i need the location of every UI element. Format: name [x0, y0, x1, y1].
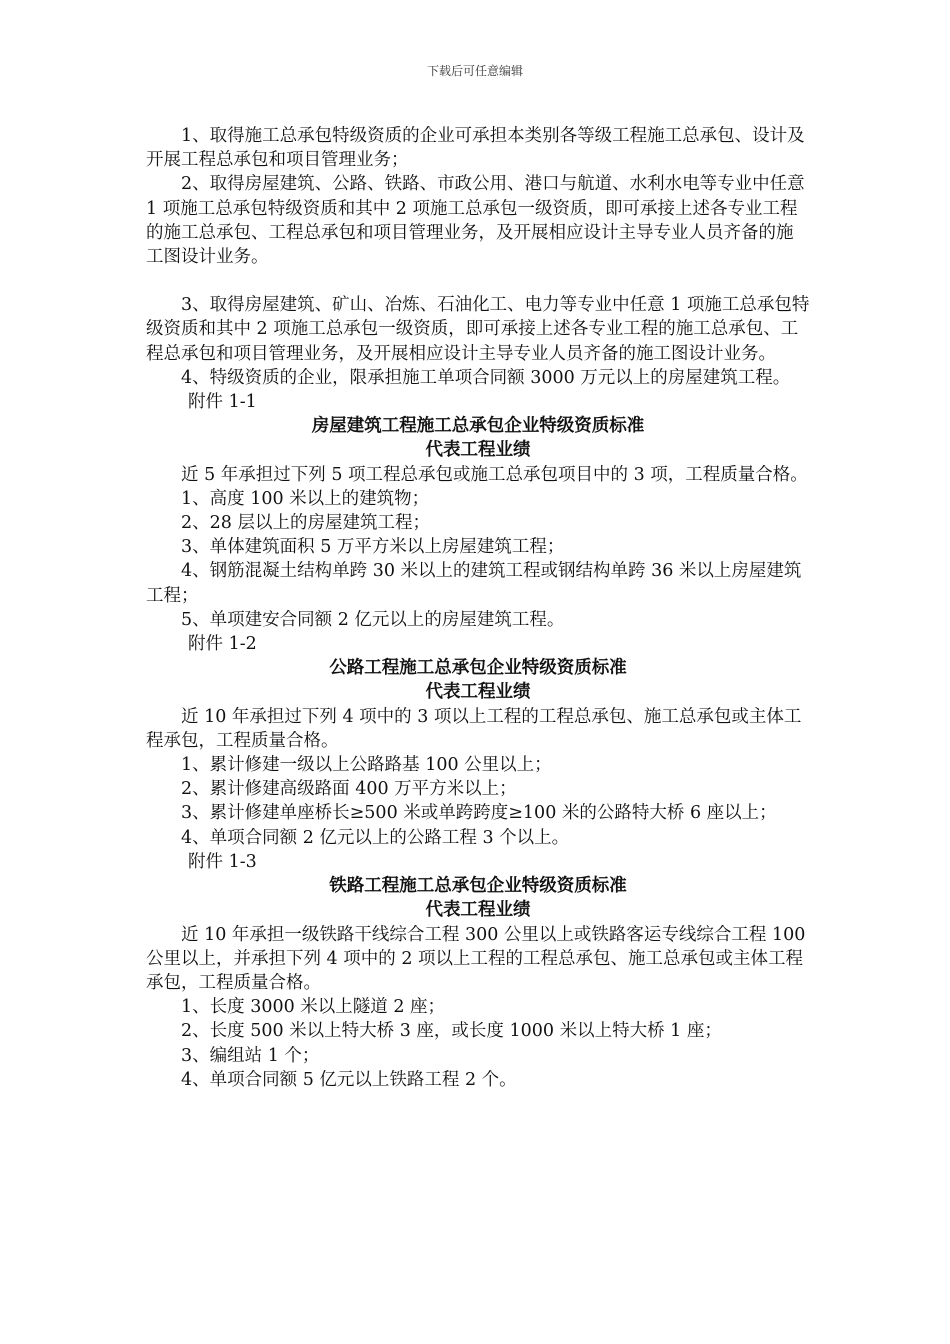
- attachment-label-1-1: 附件 1-1: [188, 392, 257, 413]
- clause-4: 4、特级资质的企业，限承担施工单项合同额 3000 万元以上的房屋建筑工程。: [181, 367, 791, 388]
- railway-item-2: 2、长度 500 米以上特大桥 3 座，或长度 1000 米以上特大桥 1 座；: [181, 1021, 722, 1042]
- railway-item-4: 4、单项合同额 5 亿元以上铁路工程 2 个。: [181, 1069, 517, 1090]
- section-title-highway: 公路工程施工总承包企业特级资质标准: [329, 658, 627, 679]
- section-title-building: 房屋建筑工程施工总承包企业特级资质标准: [311, 416, 645, 437]
- railway-intro: 近 10 年承担一级铁路干线综合工程 300 公里以上或铁路客运专线综合工程 100 公里以上，并承担下列 4 项中的 2 项以上工程的工程总承包、施工总承包或主体工程承包，工程质量合格。: [146, 924, 806, 993]
- attachment-label-1-3: 附件 1-3: [188, 851, 257, 872]
- highway-item-4: 4、单项合同额 2 亿元以上的公路工程 3 个以上。: [181, 827, 570, 848]
- railway-item-1: 1、长度 3000 米以上隧道 2 座；: [181, 997, 446, 1018]
- document-body: [146, 124, 810, 1092]
- section-title-railway: 铁路工程施工总承包企业特级资质标准: [329, 876, 627, 897]
- section-subtitle-railway: 代表工程业绩: [425, 900, 531, 921]
- building-intro: 近 5 年承担过下列 5 项工程总承包或施工总承包项目中的 3 项，工程质量合格。: [181, 464, 808, 485]
- highway-item-1: 1、累计修建一级以上公路路基 100 公里以上；: [181, 755, 552, 776]
- building-item-1: 1、高度 100 米以上的建筑物；: [181, 488, 430, 509]
- page-header: 下载后可任意编辑: [426, 64, 523, 78]
- building-item-2: 2、28 层以上的房屋建筑工程；: [181, 513, 430, 534]
- clause-2: 2、取得房屋建筑、公路、铁路、市政公用、港口与航道、水利水电等专业中任意 1 项施工总承包特级资质和其中 2 项施工总承包一级资质，即可承接上述各专业工程的施工总承包、工程总承包和项目管理业务，及开展相应设计主导专业人员齐备的施工图设计业务。: [146, 174, 805, 268]
- blank-line: [146, 269, 810, 293]
- section-subtitle-building: 代表工程业绩: [425, 440, 531, 461]
- railway-item-3: 3、编组站 1 个；: [181, 1045, 320, 1066]
- highway-item-3: 3、累计修建单座桥长≥500 米或单跨跨度≥100 米的公路特大桥 6 座以上；: [181, 803, 777, 824]
- building-item-5: 5、单项建安合同额 2 亿元以上的房屋建筑工程。: [181, 609, 565, 630]
- clause-1: 1、取得施工总承包特级资质的企业可承担本类别各等级工程施工总承包、设计及开展工程总承包和项目管理业务；: [146, 126, 805, 171]
- highway-item-2: 2、累计修建高级路面 400 万平方米以上；: [181, 779, 517, 800]
- attachment-label-1-2: 附件 1-2: [188, 634, 257, 655]
- clause-3: 3、取得房屋建筑、矿山、冶炼、石油化工、电力等专业中任意 1 项施工总承包特级资质和其中 2 项施工总承包一级资质，即可承接上述各专业工程的施工总承包、工程总承包和项目管理业务，及开展相应设计主导专业人员齐备的施工图设计业务。: [146, 295, 810, 364]
- building-item-4: 4、钢筋混凝土结构单跨 30 米以上的建筑工程或钢结构单跨 36 米以上房屋建筑工程；: [146, 561, 802, 606]
- section-subtitle-highway: 代表工程业绩: [425, 682, 531, 703]
- highway-intro: 近 10 年承担过下列 4 项中的 3 项以上工程的工程总承包、施工总承包或主体工程承包，工程质量合格。: [146, 706, 802, 751]
- building-item-3: 3、单体建筑面积 5 万平方米以上房屋建筑工程；: [181, 537, 565, 558]
